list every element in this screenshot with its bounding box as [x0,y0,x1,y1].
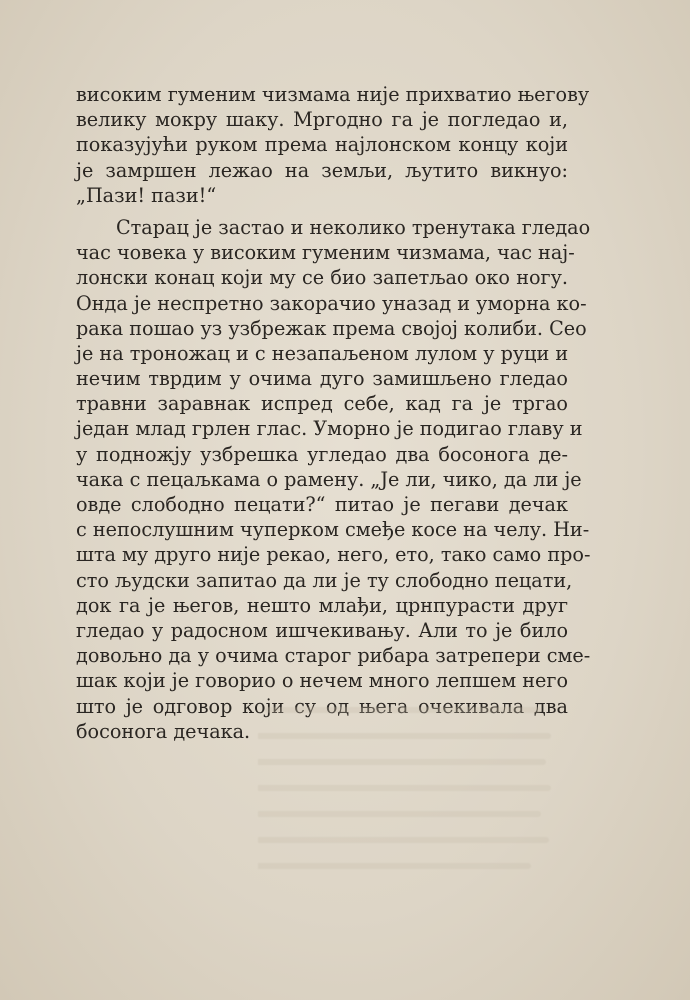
body-text [76,82,591,744]
text-line: је на троножац и с незапаљеном лулом у руци и [76,341,569,365]
text-line: гледао у радосном ишчекивању. Али то је било [76,618,568,642]
text-line: Онда је неспретно закорачио уназад и уморна ко- [76,291,587,315]
text-line: довољно да у очима старог рибара затрепери сме- [76,644,591,668]
text-line: Старац је застао и неколико тренутака гледао [116,215,591,239]
paragraph-gap [76,208,568,215]
text-line: травни заравнак испред себе, кад га је тргао [76,392,568,416]
text-line: један млад грлен глас. Уморно је подигао главу и [76,417,583,441]
text-line: чака с пецаљкама о рамену. „Је ли, чико, да ли је [76,467,582,491]
text-line: рака пошао уз узбрежак према својој колиби. Сео [76,316,587,340]
text-line: нечим тврдим у очима дуго замишљено гледао [76,367,568,391]
text-line: показујући руком према најлонском концу који [76,133,568,157]
text-line: час човека у високим гуменим чизмама, час нај- [76,241,575,265]
text-line: велику мокру шаку. Мргодно га је погледао и, [76,108,568,132]
text-line: у подножју узбрешка угледао два босонога де- [76,442,568,466]
text-line: шта му друго није рекао, него, ето, тако само про- [76,543,591,567]
text-line: док га је његов, нешто млађи, црнпурасти друг [76,593,568,617]
text-line: сто људски запитао да ли је ту слободно пецати, [76,568,573,592]
text-line: овде слободно пецати?“ питао је пегави дечак [76,493,568,516]
text-line: „Пази! пази!“ [76,183,217,207]
text-line: високим гуменим чизмама није прихватио његову [76,83,590,106]
text-line: шак који је говорио о нечем много лепшем него [76,669,568,693]
text-line: босонога дечака. [76,719,251,743]
text-line: што је одговор који су од њега очекивала два [76,694,568,718]
text-line: лонски конац који му се био запетљао око ногу. [76,266,568,290]
text-line: је замршен лежао на земљи, љутито викнуо: [76,158,568,182]
text-line: с непослушним чуперком смеђе косе на челу. Ни- [76,518,590,542]
